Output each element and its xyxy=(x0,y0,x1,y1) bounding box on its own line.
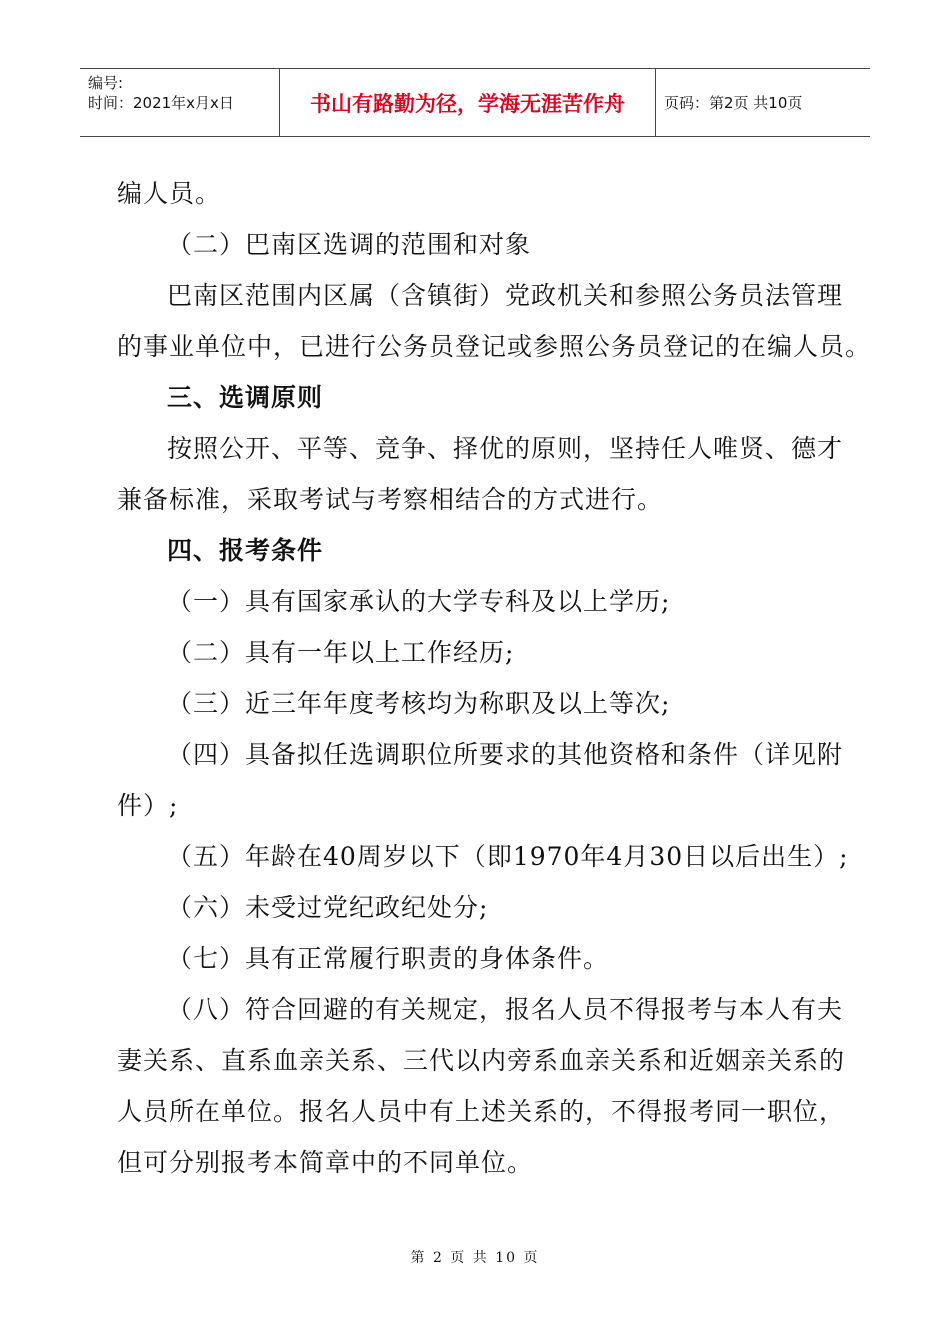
paragraph-line: （七）具有正常履行职责的身体条件。 xyxy=(167,944,610,973)
header-meta xyxy=(80,69,280,136)
paragraph-line: 按照公开、平等、竞争、择优的原则，坚持任人唯贤、德才 xyxy=(167,434,844,463)
paragraph-line: （三）近三年年度考核均为称职及以上等次; xyxy=(167,689,671,718)
section-heading: 三、选调原则 xyxy=(167,383,324,412)
paragraph-line: （五）年龄在40周岁以下（即1970年4月30日以后出生）; xyxy=(167,842,849,871)
paragraph-line: 编人员。 xyxy=(117,179,222,208)
document-number-label: 编号: xyxy=(88,74,124,92)
page-header xyxy=(80,68,870,137)
paragraph-line: 人员所在单位。报名人员中有上述关系的，不得报考同一职位， xyxy=(117,1097,846,1126)
paragraph-line: 兼备标准，采取考试与考察相结合的方式进行。 xyxy=(117,485,664,514)
paragraph-line: 巴南区范围内区属（含镇街）党政机关和参照公务员法管理 xyxy=(167,281,844,310)
document-time-label: 时间：2021年x月x日 xyxy=(88,94,234,112)
page-footer: 第 2 页 共 10 页 xyxy=(410,1250,540,1266)
paragraph-line: 的事业单位中，已进行公务员登记或参照公务员登记的在编人员。 xyxy=(117,332,872,361)
document-body xyxy=(117,168,872,1188)
paragraph-line: （一）具有国家承认的大学专科及以上学历; xyxy=(167,587,671,616)
paragraph-line: （四）具备拟任选调职位所要求的其他资格和条件（详见附 xyxy=(167,740,844,769)
paragraph-line: （六）未受过党纪政纪处分; xyxy=(167,893,489,922)
paragraph-line: 但可分别报考本简章中的不同单位。 xyxy=(117,1148,534,1177)
header-page-info: 页码：第2页 共10页 xyxy=(664,94,803,112)
section-heading: 四、报考条件 xyxy=(167,536,324,565)
header-motto: 书山有路勤为径，学海无涯苦作舟 xyxy=(280,69,656,136)
paragraph-line: 妻关系、直系血亲关系、三代以内旁系血亲关系和近姻亲关系的 xyxy=(117,1046,846,1075)
paragraph-line: 件）; xyxy=(117,791,179,820)
paragraph-line: （二）巴南区选调的范围和对象 xyxy=(167,230,532,259)
paragraph-line: （八）符合回避的有关规定，报名人员不得报考与本人有夫 xyxy=(167,995,844,1024)
paragraph-line: （二）具有一年以上工作经历; xyxy=(167,638,515,667)
